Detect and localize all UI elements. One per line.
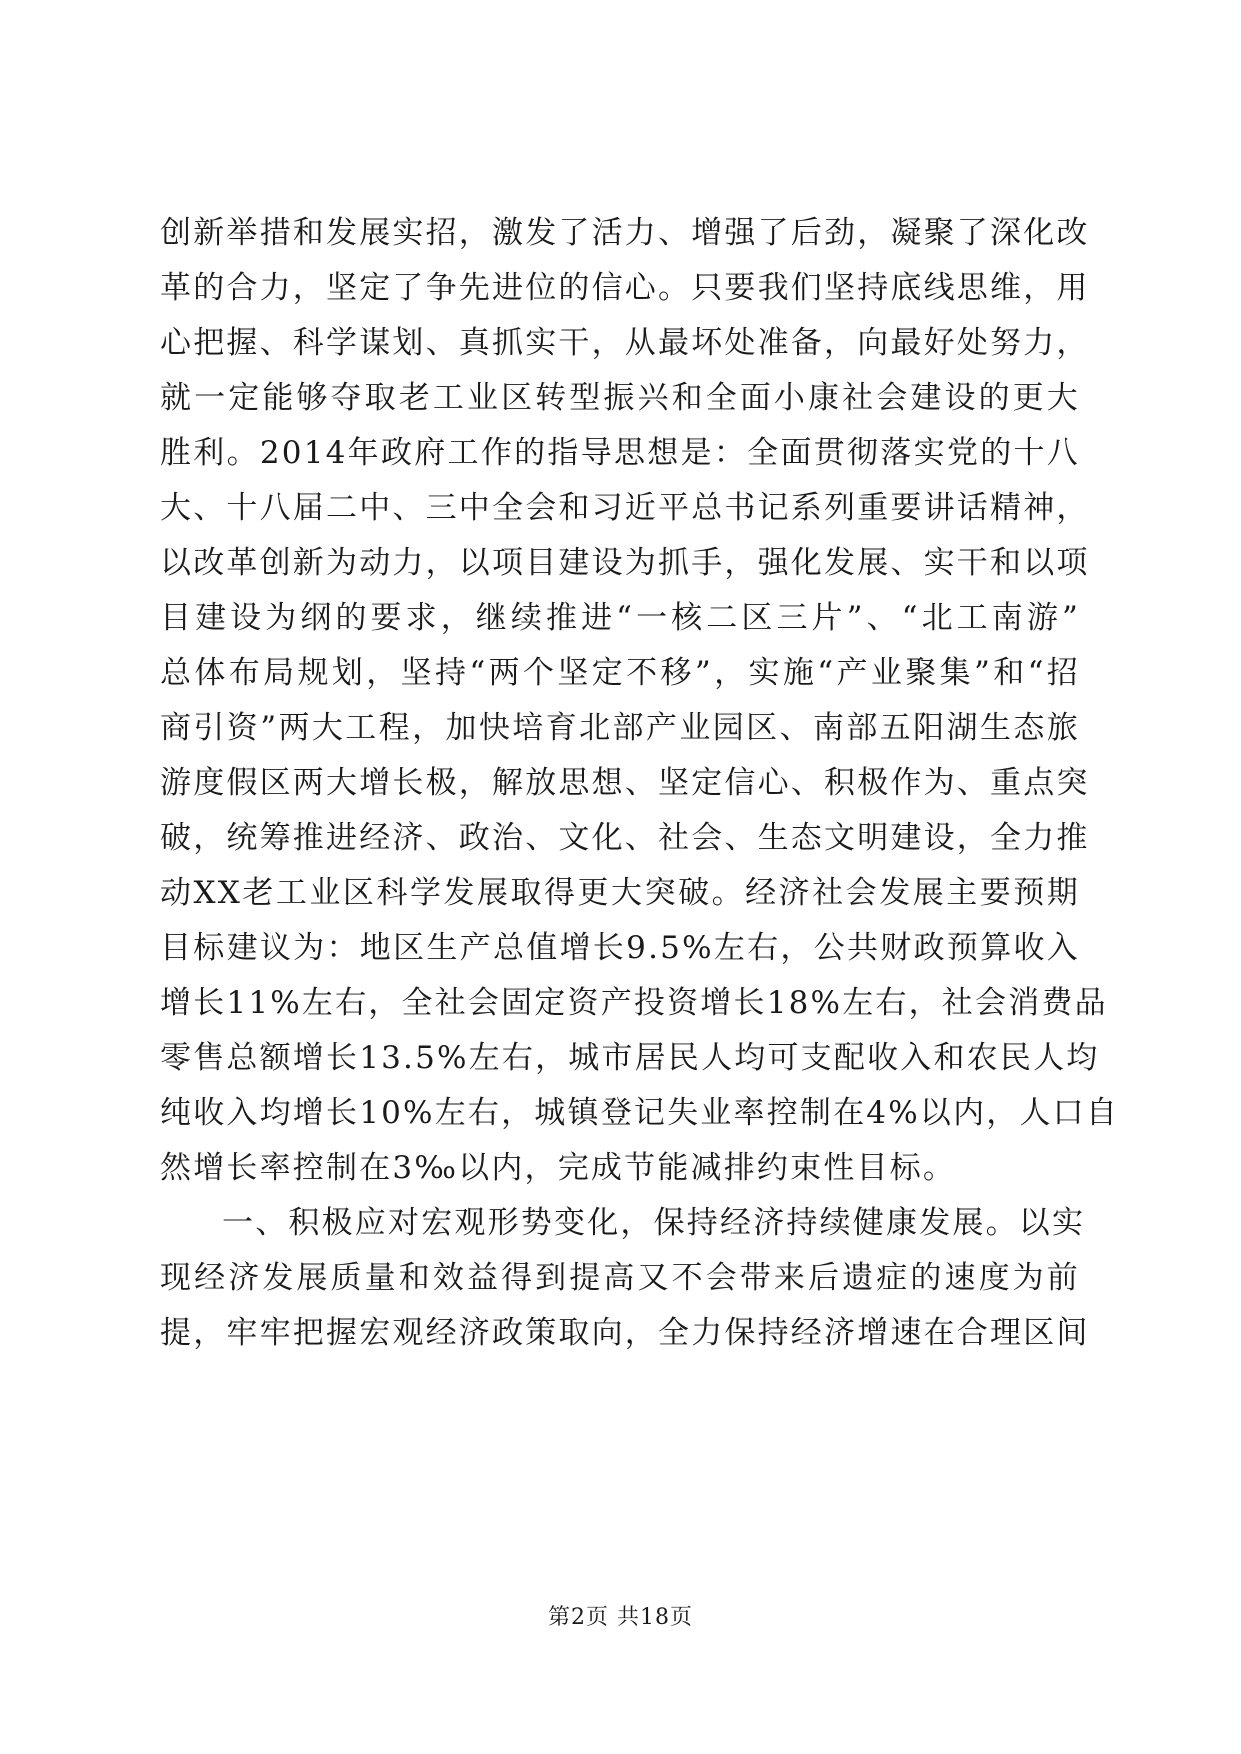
body-text-line: 纯收入均增长10%左右，城镇登记失业率控制在4%以内，人口自 [160,1095,1120,1131]
body-text-line: 总体布局规划，坚持“两个坚定不移”，实施“产业聚集”和“招 [160,655,1080,691]
body-text-line: 零售总额增长13.5%左右，城市居民人均可支配收入和农民人均 [160,1040,1100,1076]
body-text-line: 游度假区两大增长极，解放思想、坚定信心、积极作为、重点突 [160,765,1090,801]
body-text-line: 以改革创新为动力，以项目建设为抓手，强化发展、实干和以项 [160,545,1090,581]
body-text-line: 心把握、科学谋划、真抓实干，从最坏处准备，向最好处努力， [160,325,1090,361]
body-text-line: 革的合力，坚定了争先进位的信心。只要我们坚持底线思维，用 [160,270,1090,306]
body-text-line: 创新举措和发展实招，激发了活力、增强了后劲，凝聚了深化改 [160,215,1090,251]
page-footer: 第2页 共18页 [548,1605,693,1630]
body-text-line: 增长11%左右，全社会固定资产投资增长18%左右，社会消费品 [160,985,1108,1021]
body-text-line: 大、十八届二中、三中全会和习近平总书记系列重要讲话精神， [160,490,1090,526]
body-text-line: 提，牢牢把握宏观经济政策取向，全力保持经济增速在合理区间 [160,1315,1090,1351]
body-text-line: 目建设为纲的要求，继续推进“一核二区三片”、“北工南游” [160,600,1080,636]
body-text-line: 动XX老工业区科学发展取得更大突破。经济社会发展主要预期 [160,875,1080,911]
body-text-line: 破，统筹推进经济、政治、文化、社会、生态文明建设，全力推 [160,820,1090,856]
body-text-line: 商引资”两大工程，加快培育北部产业园区、南部五阳湖生态旅 [160,710,1080,746]
body-text-line: 胜利。2014年政府工作的指导思想是：全面贯彻落实党的十八 [160,435,1080,471]
body-text-line: 目标建议为：地区生产总值增长9.5%左右，公共财政预算收入 [160,930,1080,966]
body-text-line-paragraph-end: 然增长率控制在3‰以内，完成节能减排约束性目标。 [160,1150,957,1186]
body-text-line: 现经济发展质量和效益得到提高又不会带来后遗症的速度为前 [160,1260,1080,1296]
body-text-line: 就一定能够夺取老工业区转型振兴和全面小康社会建设的更大 [160,380,1080,416]
body-text-line-section-heading: 一、积极应对宏观形势变化，保持经济持续健康发展。以实 [222,1205,1086,1241]
